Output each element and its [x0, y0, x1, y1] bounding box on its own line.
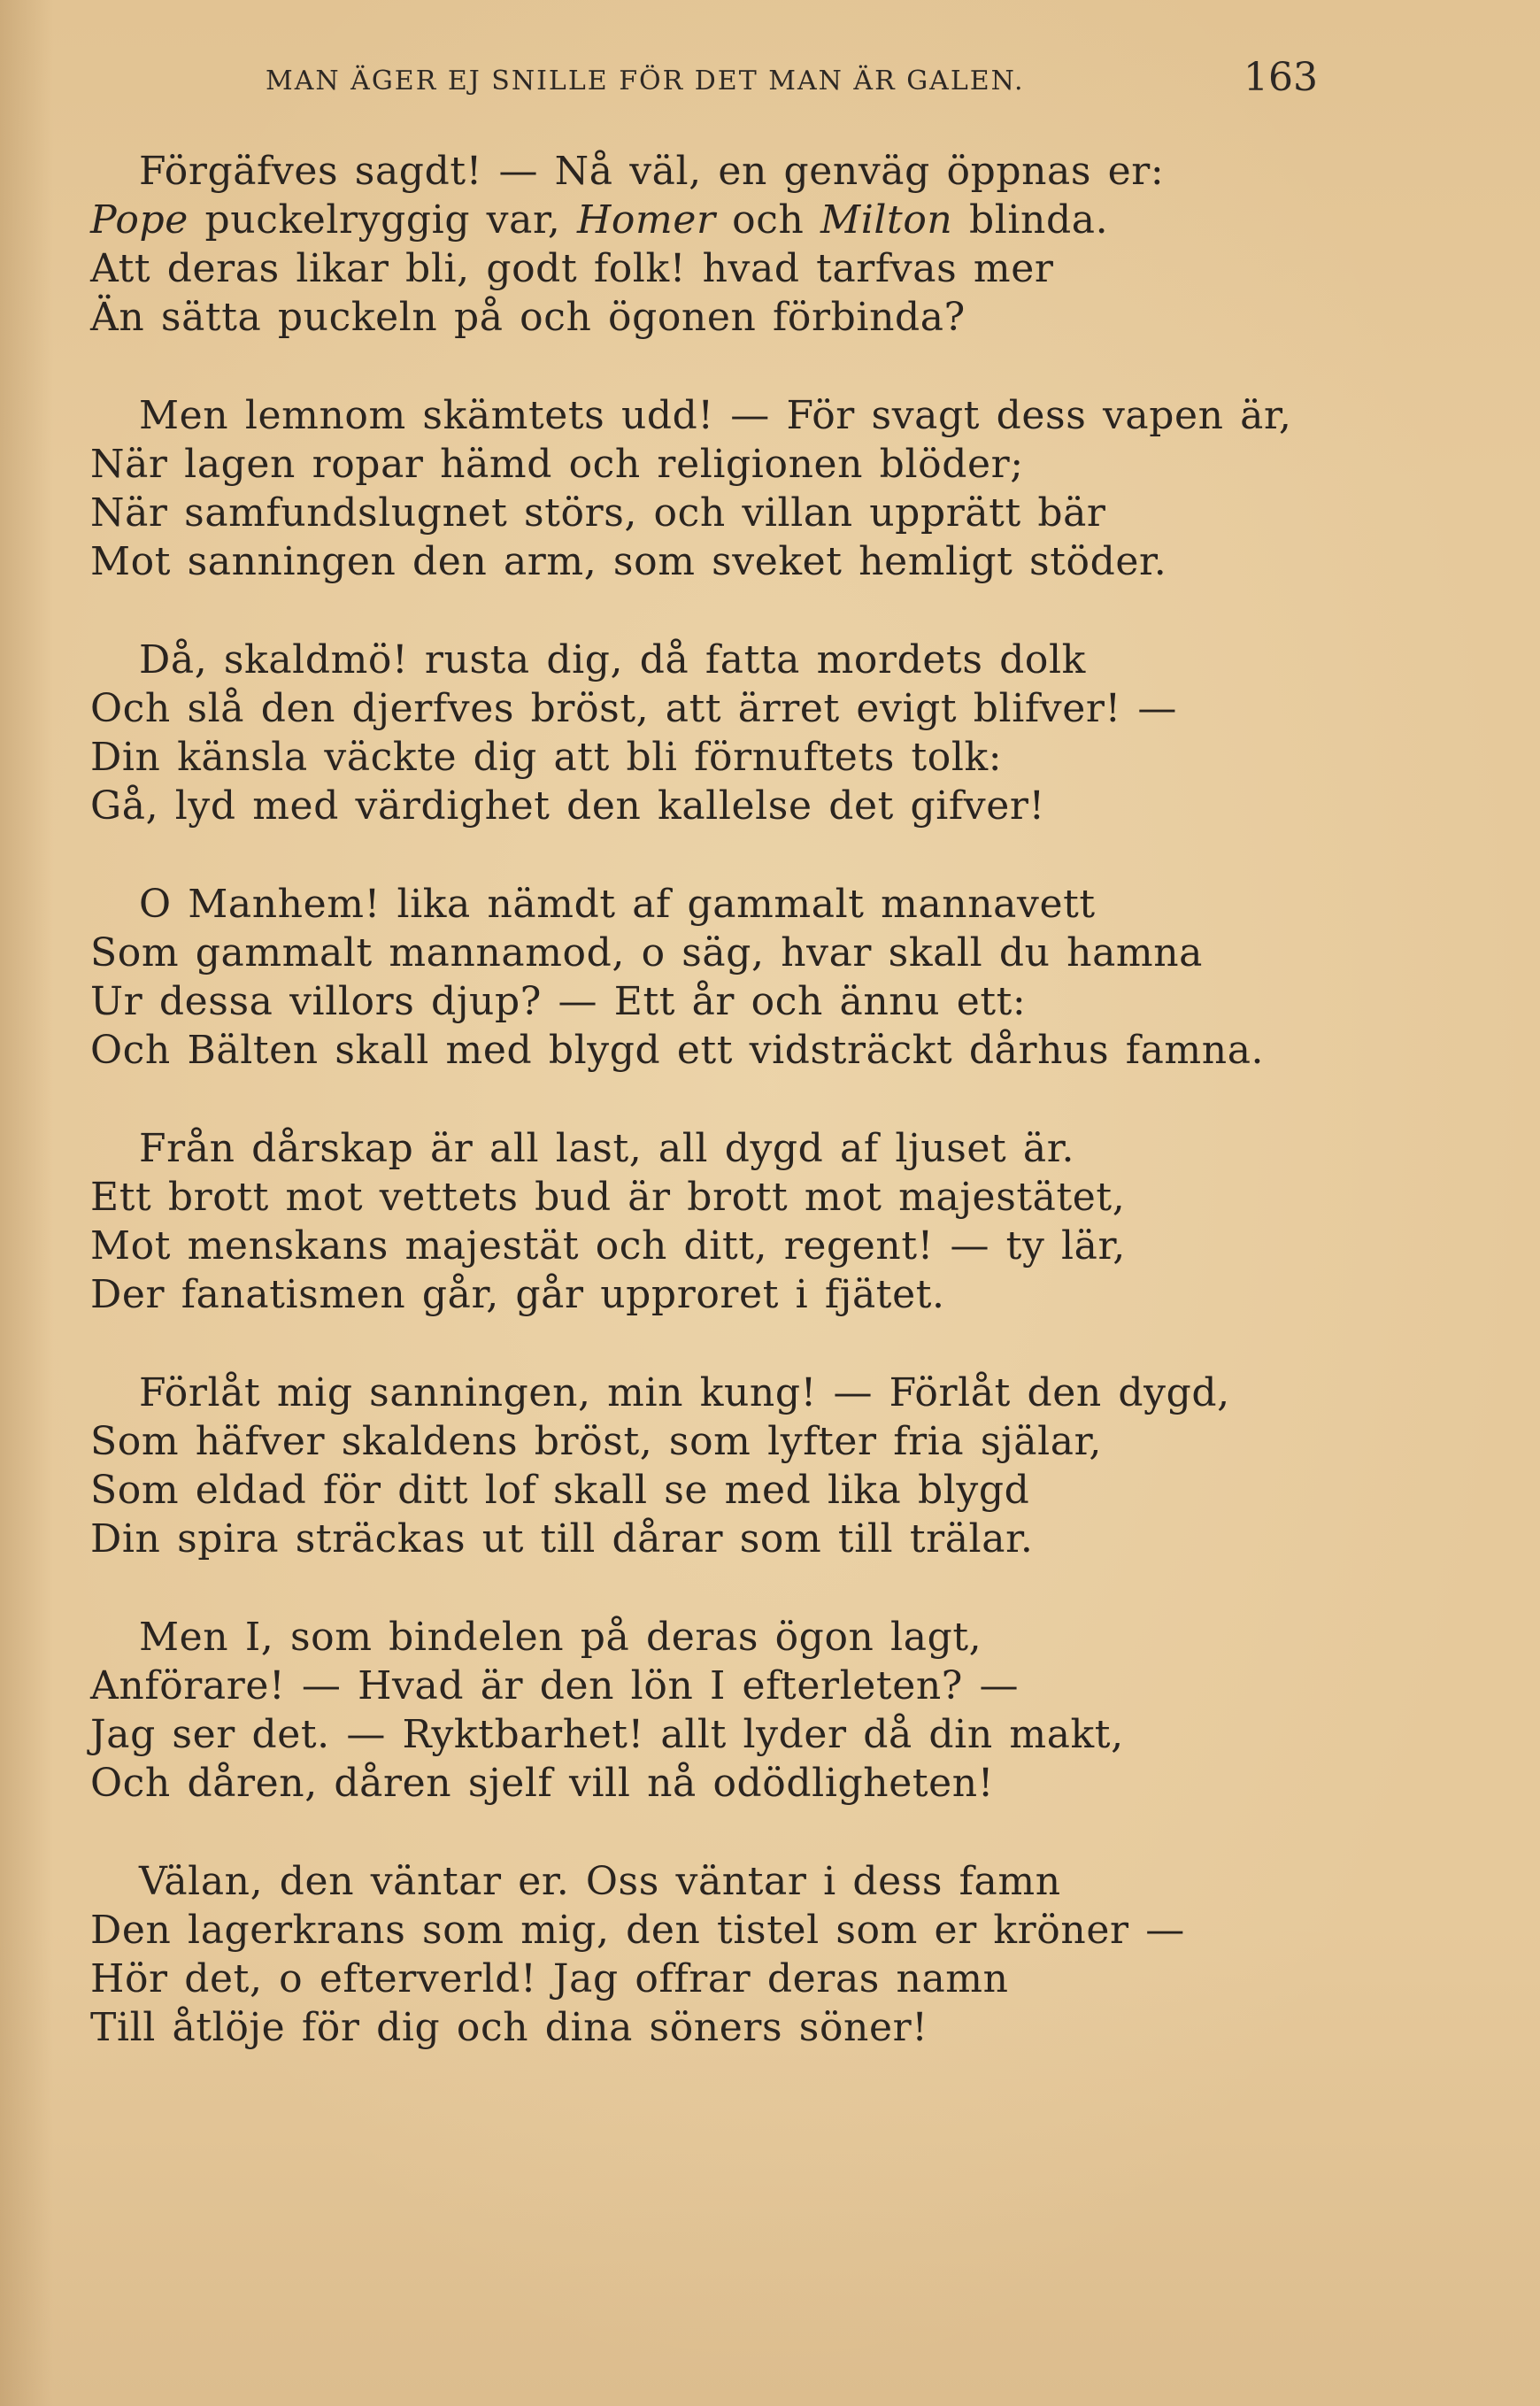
italic-name: Pope: [90, 197, 189, 243]
verse-line: [90, 1026, 1471, 1075]
verse-line: [90, 733, 1471, 782]
verse-text: O Manhem! lika nämdt af gammalt mannavett: [139, 882, 1096, 927]
verse-text: Och Bälten skall med blygd ett vidsträckt dårhus famna.: [90, 1028, 1265, 1073]
verse-text: Der fanatismen går, går upproret i fjätet.: [90, 1272, 945, 1317]
verse-text: Välan, den väntar er. Oss väntar i dess famn: [139, 1859, 1061, 1904]
verse-text: Som häfver skaldens bröst, som lyfter fria själar,: [90, 1419, 1102, 1464]
running-title: MAN ÄGER EJ SNILLE FÖR DET MAN ÄR GALEN.: [266, 66, 1025, 96]
verse-text: Och dåren, dåren sjelf vill nå odödligheten!: [90, 1761, 994, 1806]
verse-text: Ett brott mot vettets bud är brott mot majestätet,: [90, 1175, 1126, 1220]
verse-text: Att deras likar bli, godt folk! hvad tarfvas mer: [90, 246, 1054, 291]
verse-text: Men lemnom skämtets udd! — För svagt dess vapen är,: [139, 393, 1292, 438]
verse-line: [90, 1759, 1471, 1808]
verse-line: [90, 1613, 1471, 1662]
verse-text: Gå, lyd med värdighet den kallelse det gifver!: [90, 783, 1045, 829]
verse-line: [90, 1173, 1471, 1222]
verse-text: Förgäfves sagdt! — Nå väl, en genväg öppnas er:: [139, 149, 1165, 194]
verse-line: [90, 1857, 1471, 1906]
verse-text: Då, skaldmö! rusta dig, då fatta mordets dolk: [139, 637, 1086, 682]
verse-line: [90, 636, 1471, 684]
verse-line: [90, 1270, 1471, 1319]
verse-line: [90, 489, 1471, 537]
verse-line: [90, 1222, 1471, 1270]
verse-text: Jag ser det. — Ryktbarhet! allt lyder då din makt,: [90, 1712, 1124, 1757]
verse-text: Som eldad för ditt lof skall se med lika blygd: [90, 1468, 1030, 1513]
verse-text: och: [715, 197, 821, 243]
verse-text: Din känsla väckte dig att bli förnuftets tolk:: [90, 735, 1003, 780]
verse-text: Än sätta puckeln på och ögonen förbinda?: [90, 295, 966, 340]
verse-text: Men I, som bindelen på deras ögon lagt,: [139, 1615, 982, 1660]
verse-line: [90, 1124, 1471, 1173]
verse-line: [90, 1417, 1471, 1466]
stanza: [90, 391, 1471, 586]
verse-line: [90, 147, 1471, 196]
verse-line: [90, 1662, 1471, 1710]
verse-line: [90, 391, 1471, 440]
verse-text: puckelryggig var,: [188, 197, 577, 243]
verse-line: [90, 977, 1471, 1026]
stanza: [90, 1369, 1471, 1563]
stanza: [90, 147, 1471, 342]
verse-text: Förlåt mig sanningen, min kung! — Förlåt den dygd,: [139, 1370, 1230, 1415]
verse-line: [90, 684, 1471, 733]
verse-line: [90, 244, 1471, 293]
verse-line: [90, 880, 1471, 929]
verse-line: [90, 1515, 1471, 1563]
verse-line: [90, 782, 1471, 830]
verse-text: Mot menskans majestät och ditt, regent! — ty lär,: [90, 1223, 1126, 1269]
verse-line: [90, 440, 1471, 489]
verse-text: Som gammalt mannamod, o säg, hvar skall du hamna: [90, 930, 1204, 976]
verse-line: [90, 1466, 1471, 1515]
verse-text: Från dårskap är all last, all dygd af ljuset är.: [139, 1126, 1075, 1171]
verse-line: [90, 2003, 1471, 2052]
verse-text: Den lagerkrans som mig, den tistel som er kröner —: [90, 1908, 1185, 1953]
verse-line: [90, 1710, 1471, 1759]
stanza: [90, 1857, 1471, 2052]
verse-line: [90, 1955, 1471, 2003]
stanza: [90, 1124, 1471, 1319]
stanza: [90, 636, 1471, 830]
stanza: [90, 1613, 1471, 1808]
verse-text: När lagen ropar hämd och religionen blöder;: [90, 442, 1024, 487]
verse-line: [90, 1906, 1471, 1955]
verse-line: [90, 537, 1471, 586]
poem-body: [90, 147, 1471, 2052]
stanza: [90, 880, 1471, 1075]
verse-text: Din spira sträckas ut till dårar som till trälar.: [90, 1516, 1034, 1562]
verse-text: blinda.: [952, 197, 1109, 243]
verse-text: Mot sanningen den arm, som sveket hemligt stöder.: [90, 539, 1167, 584]
verse-line: [90, 929, 1471, 977]
verse-text: Hör det, o efterverld! Jag offrar deras namn: [90, 1956, 1009, 2001]
verse-text: När samfundslugnet störs, och villan upprätt bär: [90, 490, 1106, 536]
verse-text: Och slå den djerfves bröst, att ärret evigt blifver! —: [90, 686, 1177, 731]
verse-line: [90, 293, 1471, 342]
verse-text: Till åtlöje för dig och dina söners söner!: [90, 2005, 928, 2050]
verse-text: Ur dessa villors djup? — Ett år och ännu ett:: [90, 979, 1027, 1024]
italic-name: Milton: [820, 197, 953, 243]
italic-name: Homer: [576, 197, 716, 243]
verse-line: [90, 196, 1471, 244]
verse-text: Anförare! — Hvad är den lön I efterleten? —: [90, 1663, 1020, 1708]
verse-line: [90, 1369, 1471, 1417]
page-number: 163: [1244, 55, 1318, 100]
